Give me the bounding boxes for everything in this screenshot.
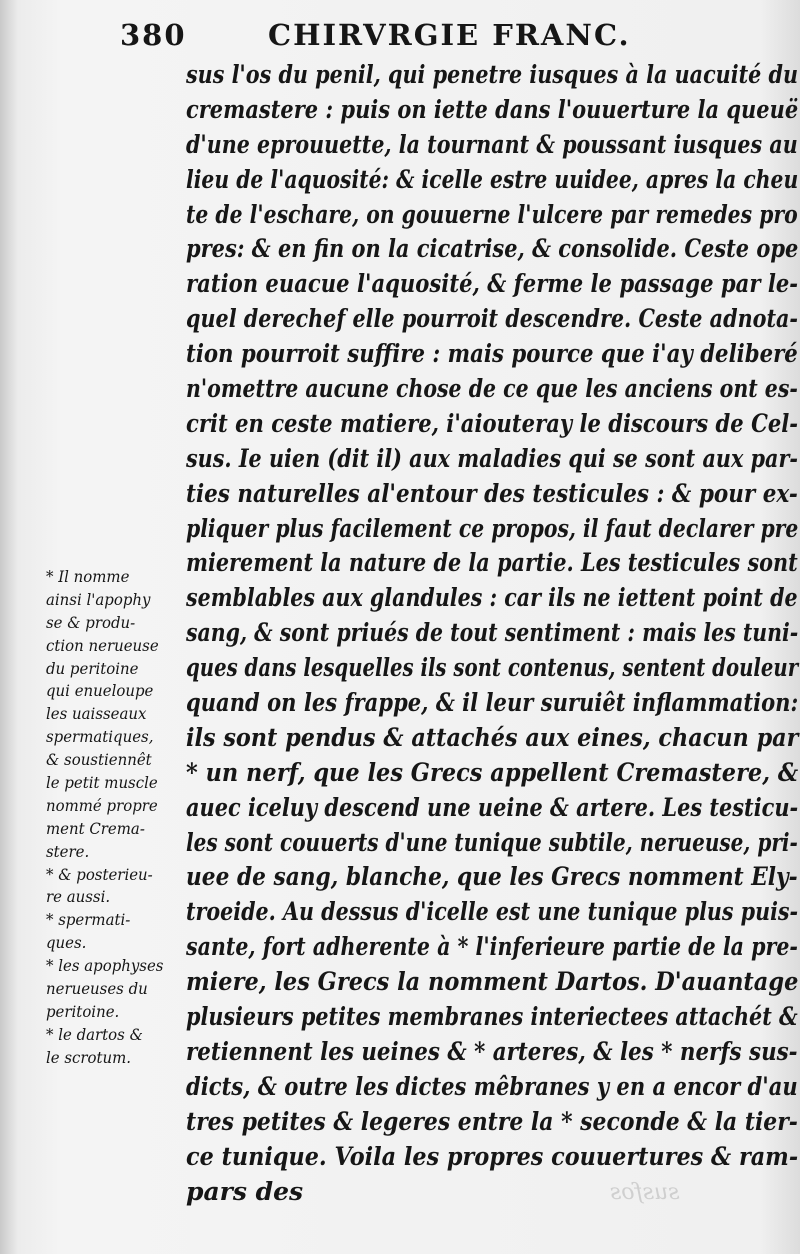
page-number: 380: [120, 18, 187, 52]
text-line: auec iceluy descend une ueine & artere. Les testicu-: [186, 792, 799, 822]
page-header: [120, 18, 800, 58]
text-line: ce tunique. Voila les propres couuertures & ram-: [186, 1141, 799, 1171]
text-line: uee de sang, blanche, que les Grecs nomment Ely-: [186, 862, 798, 892]
margin-note-line: du peritoine: [46, 658, 139, 678]
margin-note-line: ment Crema-: [46, 818, 145, 838]
text-line: semblables aux glandules : car ils ne iettent point de: [186, 583, 798, 613]
margin-note-line: re aussi.: [46, 887, 111, 907]
text-line: cremastere : puis on iette dans l'ouuerture la queuë: [186, 94, 799, 124]
margin-note-line: le petit muscle: [46, 773, 158, 793]
text-line: pliquer plus facilement ce propos, il faut declarer pre: [186, 513, 799, 543]
text-line: quel derechef elle pourroit descendre. Ceste adnota-: [186, 304, 799, 334]
text-line: quand on les frappe, & il leur suruiêt inflammation:: [186, 688, 799, 718]
text-line: les sont couuerts d'une tunique subtile, nerueuse, pri-: [186, 827, 798, 857]
margin-note-line: * & posterieu-: [46, 864, 153, 884]
margin-note-line: stere.: [46, 841, 90, 861]
margin-note-line: nerueuses du: [46, 979, 148, 999]
text-line: d'une eprouuette, la tournant & poussant iusques au: [186, 129, 798, 159]
text-line: sus l'os du penil, qui penetre iusques à la uacuité du: [186, 60, 799, 89]
text-line: ils sont pendus & attachés aux eines, chacun par: [186, 722, 799, 752]
text-line: mierement la nature de la partie. Les testicules sont: [186, 548, 798, 578]
text-line: lieu de l'aquosité: & icelle estre uuidee, apres la cheu: [186, 164, 799, 194]
margin-note-line: & soustiennêt: [46, 750, 152, 770]
margin-note-line: * Il nomme: [46, 567, 130, 586]
text-line: n'omettre aucune chose de ce que les anciens ont es-: [186, 374, 798, 404]
text-line: crit en ceste matiere, i'aiouteray le discours de Cel-: [186, 408, 799, 438]
text-line: sante, fort adherente à * l'inferieure partie de la pre-: [186, 932, 798, 962]
text-line: troeide. Au dessus d'icelle est une tunique plus puis-: [186, 897, 799, 927]
text-line: sus. Ie uien (dit il) aux maladies qui se sont aux par-: [186, 443, 799, 473]
text-line: ties naturelles al'entour des testicules : & pour ex-: [186, 478, 798, 508]
margin-note-line: qui enueloupe: [46, 681, 154, 701]
margin-note-line: les uaisseaux: [46, 704, 147, 724]
marginal-notes: [46, 566, 196, 1070]
margin-note-line: * le dartos &: [46, 1024, 143, 1044]
margin-note-line: * les apophyses: [46, 956, 164, 976]
margin-note-line: spermatiques,: [46, 727, 154, 747]
margin-note-line: ction nerueuse: [46, 635, 159, 655]
margin-note-line: ainsi l'apophy: [46, 589, 151, 609]
text-line: tion pourroit suffire : mais pource que i'ay deliberé: [186, 339, 798, 369]
main-text-block: [186, 58, 799, 1209]
margin-note-line: nommé propre: [46, 795, 158, 815]
text-line: ques dans lesquelles ils sont contenus, sentent douleur: [186, 653, 799, 683]
text-line: retiennent les ueines & * arteres, & les * nerfs sus-: [186, 1036, 798, 1066]
margin-note-line: ques.: [46, 933, 87, 953]
text-line: pres: & en fin on la cicatrise, & consolide. Ceste ope: [186, 234, 799, 264]
text-line: * un nerf, que les Grecs appellent Cremastere, &: [186, 757, 799, 787]
show-through-text: susfos: [610, 1180, 680, 1205]
text-line: plusieurs petites membranes interiectees attachét &: [186, 1002, 798, 1032]
margin-note-line: le scrotum.: [46, 1047, 132, 1067]
text-line: dicts, & outre les dictes mêbranes y en a encor d'au: [186, 1071, 798, 1101]
margin-note-line: peritoine.: [46, 1001, 120, 1021]
margin-note-line: se & produ-: [46, 612, 136, 632]
text-line: te de l'eschare, on gouuerne l'ulcere par remedes pro: [186, 199, 798, 229]
text-line: pars des: [186, 1176, 304, 1206]
margin-note-line: * spermati-: [46, 910, 131, 930]
text-line: sang, & sont priués de tout sentiment : mais les tuni-: [186, 618, 799, 648]
running-title: CHIRVRGIE FRANC.: [268, 18, 631, 52]
text-line: tres petites & legeres entre la * seconde & la tier-: [186, 1106, 798, 1136]
text-line: miere, les Grecs la nomment Dartos. D'auantage: [186, 967, 799, 997]
text-line: ration euacue l'aquosité, & ferme le passage par le-: [186, 269, 799, 299]
